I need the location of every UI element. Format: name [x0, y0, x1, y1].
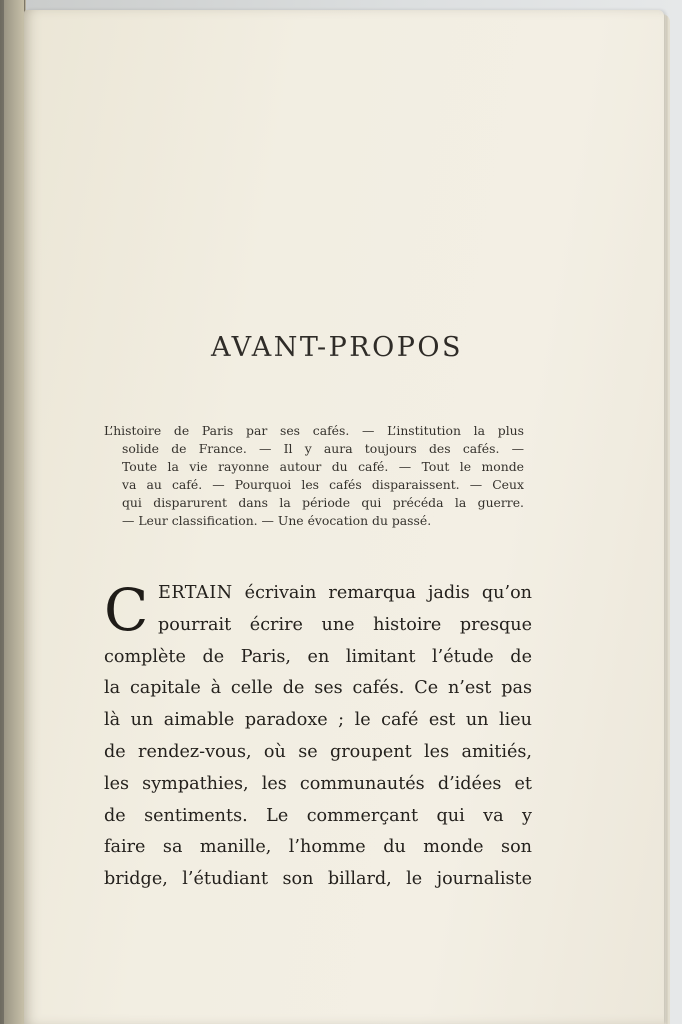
body-paragraph — [104, 578, 532, 896]
body-line: de sentiments. Le commerçant qui va y — [104, 805, 532, 826]
chapter-heading: AVANT-PROPOS — [210, 332, 464, 363]
facing-page-edge — [4, 0, 25, 1024]
summary-line: solide de France. — Il y aura toujours des cafés. — — [122, 441, 524, 456]
chapter-summary — [104, 422, 524, 530]
summary-line: va au café. — Pourquoi les cafés disparaissent. — Ceux — [122, 477, 524, 492]
summary-line: Toute la vie rayonne autour du café. — Tout le monde — [122, 459, 524, 474]
body-line-text: écrivain remarqua jadis qu’on — [244, 583, 532, 603]
body-line: de rendez-vous, où se groupent les amitiés, — [104, 741, 532, 762]
body-line: les sympathies, les communautés d’idées et — [104, 773, 532, 794]
body-line: la capitale à celle de ses cafés. Ce n’est pas — [104, 678, 532, 699]
summary-line: qui disparurent dans la période qui précéda la guerre. — [122, 495, 524, 510]
book-page — [24, 10, 664, 1024]
summary-line: — Leur classification. — Une évocation du passé. — [122, 513, 432, 528]
body-line: bridge, l’étudiant son billard, le journaliste — [104, 869, 532, 890]
body-line: complète de Paris, en limitant l’étude de — [104, 646, 532, 667]
body-line: là un aimable paradoxe ; le café est un lieu — [104, 710, 532, 731]
body-line: pourrait écrire une histoire presque — [158, 614, 532, 635]
summary-line: L’histoire de Paris par ses cafés. — L’institution la plus — [104, 423, 524, 438]
body-line — [104, 578, 532, 610]
drop-cap: C — [104, 576, 149, 644]
body-line: faire sa manille, l’homme du monde son — [104, 837, 532, 858]
first-word-small-caps: ERTAIN — [158, 583, 233, 603]
